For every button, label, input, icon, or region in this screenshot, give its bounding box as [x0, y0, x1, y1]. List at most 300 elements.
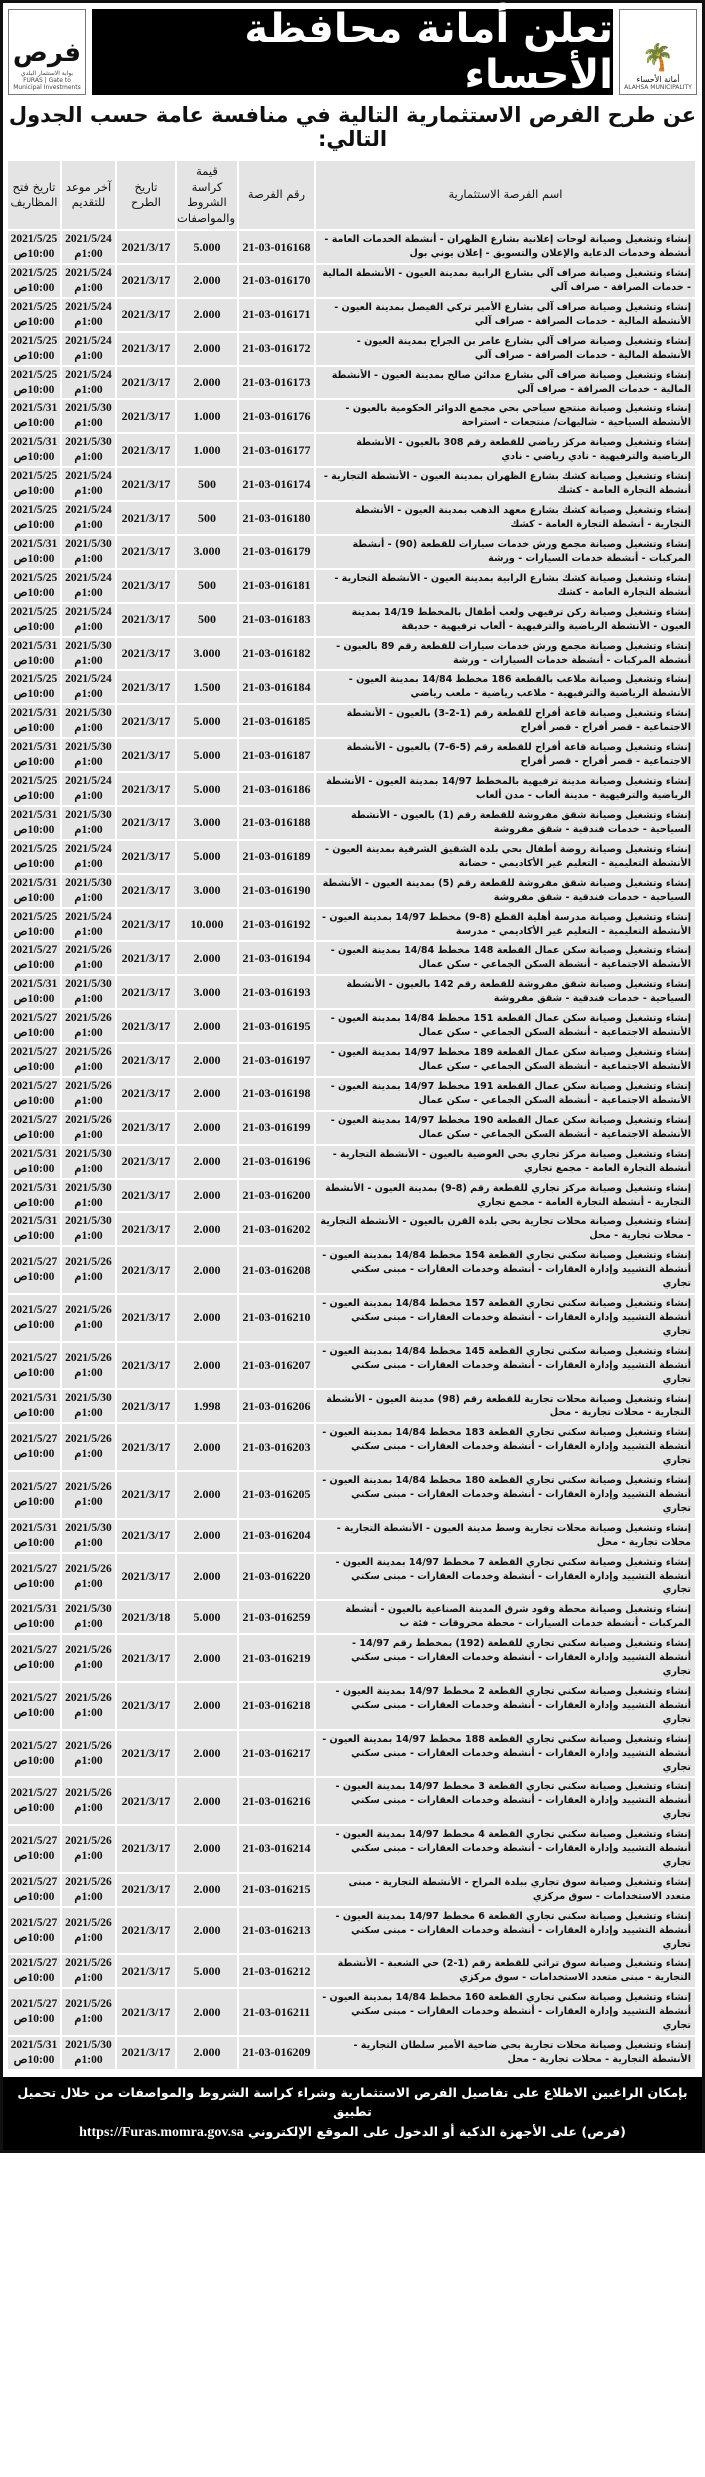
opportunity-id-text: 21-03-016204 — [242, 1528, 311, 1543]
submission-deadline — [61, 1179, 116, 1213]
submission-deadline-text: 1:00م — [74, 1162, 103, 1175]
opportunity-id — [238, 569, 315, 603]
opportunity-id-text: 21-03-016168 — [242, 239, 311, 254]
offer-date — [116, 1389, 176, 1423]
opportunity-id-text: 21-03-016182 — [242, 646, 311, 660]
booklet-fee-text: 2.000 — [193, 1841, 221, 1856]
booklet-fee-text: 5.000 — [193, 781, 221, 796]
offer-date-text: 2021/3/17 — [121, 1188, 171, 1202]
opportunity-name-text: إنشاء وتشغيل وصيانة محلات تجارية وسط مدينة العيون - الأنشطة التجارية - محلات تجارية - محل — [336, 1522, 691, 1548]
opportunity-id-text: 21-03-016183 — [242, 612, 311, 627]
opportunity-id — [238, 1873, 315, 1907]
submission-deadline — [61, 535, 116, 569]
envelope-opening — [7, 501, 61, 535]
offer-date — [116, 1212, 176, 1246]
envelope-opening-text: 10:00ص — [13, 485, 55, 498]
offer-date-text: 2021/3/18 — [121, 1609, 171, 1624]
envelope-opening-text: 10:00ص — [13, 2013, 55, 2026]
opportunity-id — [238, 1294, 315, 1342]
offer-date — [116, 1682, 176, 1730]
table-row — [7, 230, 696, 264]
envelope-opening-text: 2021/5/27 — [10, 1256, 58, 1269]
booklet-fee — [176, 603, 238, 637]
submission-deadline-text: 1:00م — [74, 1094, 103, 1107]
envelope-opening-text: 2021/5/31 — [10, 707, 58, 720]
booklet-fee — [176, 1179, 238, 1213]
submission-deadline — [61, 1777, 116, 1825]
submission-deadline-text: 2021/5/26 — [65, 1875, 112, 1888]
opportunity-name-text: إنشاء وتشغيل وصيانة سكني تجاري القطعة 188 مخطط 14/97 بمدينة العيون - أنشطة التشييد وإدارة العقارات - أنشطة وخدمات العقارات - مبنى سكني تجاري — [322, 1733, 691, 1773]
submission-deadline-text: 2021/5/24 — [65, 300, 112, 313]
envelope-opening-text: 10:00ص — [13, 925, 55, 938]
envelope-opening — [7, 366, 61, 400]
booklet-fee — [176, 704, 238, 738]
envelope-opening-text: 2021/5/27 — [10, 1787, 58, 1800]
opportunity-name — [315, 1009, 696, 1043]
offer-date — [116, 908, 176, 942]
offer-date-text: 2021/3/17 — [121, 612, 171, 627]
booklet-fee-text: 5.000 — [193, 849, 221, 864]
envelope-opening-text: 2021/5/31 — [10, 1392, 58, 1405]
opportunity-id — [238, 535, 315, 569]
envelope-opening — [7, 332, 61, 366]
opportunity-id — [238, 1389, 315, 1423]
submission-deadline-text: 2021/5/30 — [65, 808, 112, 821]
offer-date — [116, 1294, 176, 1342]
envelope-opening — [7, 264, 61, 298]
opportunity-id-text: 21-03-016176 — [242, 408, 311, 423]
table-row — [7, 738, 696, 772]
submission-deadline — [61, 332, 116, 366]
envelope-opening-text: 10:00ص — [13, 993, 55, 1006]
table-row — [7, 1873, 696, 1907]
envelope-opening-text: 10:00ص — [13, 349, 55, 362]
envelope-opening-text: 2021/5/31 — [10, 876, 58, 889]
table-row — [7, 298, 696, 332]
submission-deadline-text: 2021/5/24 — [65, 673, 112, 686]
opportunity-id — [238, 738, 315, 772]
booklet-fee — [176, 806, 238, 840]
submission-deadline-text: 2021/5/24 — [65, 842, 112, 855]
opportunity-name — [315, 433, 696, 467]
booklet-fee-text: 2.000 — [193, 273, 221, 288]
submission-deadline — [61, 772, 116, 806]
envelope-opening-text: 10:00ص — [13, 1890, 55, 1903]
offer-date-text: 2021/3/17 — [121, 950, 171, 965]
submission-deadline — [61, 1600, 116, 1634]
opportunity-id-text: 21-03-016180 — [242, 510, 311, 525]
envelope-opening — [7, 1077, 61, 1111]
opportunity-id-text: 21-03-016190 — [242, 883, 311, 898]
opportunity-name-text: إنشاء وتشغيل وصيانة مدينة ترفيهية بالمخطط 14/97 بمدينة العيون - الأنشطة الرياضية والترفيهية - مدينة ألعاب - مدن ألعاب — [326, 776, 691, 801]
opportunity-name-text: إنشاء وتشغيل وصيانة سكني تجاري القطعة 7 مخطط 14/97 بمدينة العيون - أنشطة التشييد وإدارة العقارات - أنشطة وخدمات العقارات - مبنى سكني تجاري — [335, 1556, 691, 1596]
submission-deadline-text: 2021/5/30 — [65, 1147, 112, 1160]
envelope-opening — [7, 298, 61, 332]
envelope-opening — [7, 1389, 61, 1423]
table-row — [7, 1988, 696, 2036]
opportunity-id-text: 21-03-016195 — [242, 1018, 311, 1033]
opportunity-id — [238, 467, 315, 501]
opportunity-name-text: إنشاء وتشغيل وصيانة لوحات إعلانية بشارع الظهران - أنشطة الخدمات العامة - أنشطة وخدمات الدعاية والإعلان والتسويق - إعلان يوني بول — [324, 234, 691, 259]
envelope-opening-text: 10:00ص — [13, 1407, 55, 1420]
submission-deadline-text: 2021/5/24 — [65, 233, 112, 246]
offer-date-text: 2021/3/17 — [121, 2004, 171, 2019]
submission-deadline-text: 1:00م — [74, 823, 103, 836]
offer-date-text: 2021/3/17 — [121, 1841, 171, 1856]
offer-date-text: 2021/3/17 — [121, 781, 171, 796]
offer-date — [116, 1423, 176, 1471]
booklet-fee-text: 3.000 — [193, 883, 221, 898]
offer-date — [116, 467, 176, 501]
opportunity-id — [238, 1342, 315, 1390]
submission-deadline-text: 2021/5/24 — [65, 504, 112, 517]
submission-deadline — [61, 1246, 116, 1294]
booklet-fee — [176, 670, 238, 704]
submission-deadline-text: 1:00م — [74, 1802, 103, 1815]
booklet-fee — [176, 1825, 238, 1873]
envelope-opening-text: 2021/5/27 — [10, 1875, 58, 1888]
table-row — [7, 772, 696, 806]
submission-deadline-text: 1:00م — [74, 959, 103, 972]
offer-date-text: 2021/3/17 — [121, 1528, 171, 1543]
opportunity-name — [315, 1111, 696, 1145]
footer-line-1: بإمكان الراغبين الاطلاع على تفاصيل الفرص الاستثمارية وشراء كراسة الشروط والمواصفات من خلال تحميل تطبيق — [17, 2084, 688, 2120]
furas-logo — [8, 9, 86, 95]
opportunity-id — [238, 603, 315, 637]
submission-deadline-text: 1:00م — [74, 1849, 103, 1862]
opportunity-name-text: إنشاء وتشغيل وصيانة مجمع ورش خدمات سيارات للقطعة رقم 89 بالعيون - أنشطة المركبات - أنشطة خدمات السيارات - ورشة — [336, 640, 691, 666]
booklet-fee-text: 2.000 — [193, 1439, 221, 1454]
offer-date-text: 2021/3/17 — [121, 1963, 171, 1978]
opportunity-id-text: 21-03-016192 — [242, 917, 311, 931]
booklet-fee-text: 2.000 — [193, 1569, 221, 1584]
offer-date-text: 2021/3/17 — [121, 1358, 171, 1373]
opportunity-name — [315, 975, 696, 1009]
submission-deadline-text: 1:00م — [74, 586, 103, 599]
opportunity-name-text: إنشاء وتشغيل وصيانة شقق مفروشة للقطعة رقم (5) بمدينة العيون - الأنشطة السياحية - خدمات فندقية - شقق مفروشة — [322, 877, 691, 903]
booklet-fee-text: 5.000 — [193, 1963, 221, 1978]
envelope-opening — [7, 1246, 61, 1294]
opportunity-name — [315, 1825, 696, 1873]
offer-date — [116, 1111, 176, 1145]
booklet-fee-text: 2.000 — [193, 1923, 221, 1938]
booklet-fee — [176, 1009, 238, 1043]
envelope-opening-text: 2021/5/27 — [10, 1046, 58, 1059]
booklet-fee-text: 2.000 — [193, 1650, 221, 1665]
opportunity-id-text: 21-03-016206 — [242, 1398, 311, 1413]
envelope-opening-text: 2021/5/25 — [10, 910, 58, 923]
booklet-fee — [176, 1873, 238, 1907]
opportunity-name-text: إنشاء وتشغيل وصيانة سكني تجاري القطعة 145 مخطط 14/84 بمدينة العيون - أنشطة التشييد وإدارة العقارات - أنشطة وخدمات العقارات - مبنى سكني تجاري — [322, 1345, 691, 1385]
submission-deadline — [61, 1907, 116, 1955]
envelope-opening-text: 10:00ص — [13, 891, 55, 904]
envelope-opening-text: 2021/5/25 — [10, 673, 58, 686]
opportunity-id — [238, 772, 315, 806]
booklet-fee-text: 3.000 — [193, 984, 221, 999]
envelope-opening — [7, 1777, 61, 1825]
submission-deadline-text: 2021/5/26 — [65, 1351, 112, 1364]
submission-deadline-text: 2021/5/30 — [65, 707, 112, 720]
offer-date-text: 2021/3/17 — [121, 1698, 171, 1713]
alahsa-municipality-logo — [619, 9, 697, 95]
offer-date — [116, 1600, 176, 1634]
municipality-name-en: ALAHSA MUNICIPALITY — [624, 84, 692, 91]
submission-deadline-text: 2021/5/26 — [65, 1433, 112, 1446]
submission-deadline-text: 2021/5/24 — [65, 266, 112, 279]
booklet-fee-text: 2.000 — [193, 1487, 221, 1502]
offer-date — [116, 399, 176, 433]
offer-date — [116, 1471, 176, 1519]
opportunity-id-text: 21-03-016171 — [242, 307, 311, 322]
table-row — [7, 806, 696, 840]
opportunity-id-text: 21-03-016205 — [242, 1487, 311, 1502]
table-row — [7, 603, 696, 637]
booklet-fee-text: 2.000 — [193, 1018, 221, 1033]
table-row — [7, 433, 696, 467]
envelope-opening-text: 2021/5/25 — [10, 571, 58, 584]
offer-date-text: 2021/3/17 — [121, 408, 171, 423]
opportunity-id — [238, 1423, 315, 1471]
submission-deadline-text: 2021/5/26 — [65, 1480, 112, 1493]
envelope-opening-text: 2021/5/27 — [10, 944, 58, 957]
envelope-opening-text: 2021/5/27 — [10, 1691, 58, 1704]
offer-date-text: 2021/3/17 — [121, 1052, 171, 1067]
envelope-opening-text: 10:00ص — [13, 1271, 55, 1284]
booklet-fee-text: 2.000 — [193, 1310, 221, 1325]
offer-date-text: 2021/3/17 — [121, 1018, 171, 1033]
submission-deadline — [61, 806, 116, 840]
offer-date-text: 2021/3/17 — [121, 1569, 171, 1584]
table-row — [7, 569, 696, 603]
booklet-fee-text: 2.000 — [193, 1746, 221, 1761]
submission-deadline-text: 1:00م — [74, 1659, 103, 1672]
opportunity-name-text: إنشاء وتشغيل وصيانة صراف آلي بشارع الرابية بمدينة العيون - الأنشطة المالية - خدمات الصرافة - صراف آلي — [322, 267, 691, 293]
submission-deadline-text: 1:00م — [74, 654, 103, 667]
table-row — [7, 1471, 696, 1519]
offer-date-text: 2021/3/17 — [121, 1398, 171, 1413]
opportunity-id — [238, 1730, 315, 1778]
opportunity-id-text: 21-03-016181 — [242, 578, 311, 593]
opportunity-id-text: 21-03-016213 — [242, 1923, 311, 1938]
envelope-opening-text: 10:00ص — [13, 1931, 55, 1944]
envelope-opening — [7, 637, 61, 671]
submission-deadline — [61, 1111, 116, 1145]
furas-tagline: بوابة الاستثمار البلدي — [20, 70, 74, 77]
opportunity-name — [315, 1682, 696, 1730]
opportunity-name — [315, 1246, 696, 1294]
booklet-fee-text: 2.000 — [193, 1120, 221, 1135]
offer-date — [116, 941, 176, 975]
table-row — [7, 467, 696, 501]
envelope-opening — [7, 772, 61, 806]
envelope-opening — [7, 1682, 61, 1730]
opportunity-name-text: إنشاء وتشغيل وصيانة مركز رياضي للقطعة رقم 308 بالعيون - الأنشطة الرياضية والترفيهية - نادي رياضي - نادي — [356, 437, 691, 463]
opportunity-name-text: إنشاء وتشغيل وصيانة سكني تجاري القطعة 2 مخطط 14/97 بمدينة العيون - أنشطة التشييد وإدارة العقارات - أنشطة وخدمات العقارات - مبنى سكني تجاري — [335, 1685, 691, 1725]
opportunity-name — [315, 501, 696, 535]
booklet-fee — [176, 264, 238, 298]
submission-deadline-text: 2021/5/30 — [65, 1603, 112, 1616]
submission-deadline-text: 2021/5/26 — [65, 1739, 112, 1752]
envelope-opening-text: 10:00ص — [13, 1972, 55, 1985]
opportunity-name — [315, 1043, 696, 1077]
submission-deadline-text: 1:00م — [74, 1407, 103, 1420]
envelope-opening — [7, 1825, 61, 1873]
opportunity-name — [315, 264, 696, 298]
booklet-fee — [176, 1777, 238, 1825]
booklet-fee-text: 2.000 — [193, 1086, 221, 1101]
table-row — [7, 1553, 696, 1601]
opportunity-name-text: إنشاء وتشغيل وصيانة روضة أطفال بحي بلدة الشقيق الشرقية بمدينة العيون - الأنشطة التعليمية - التعليم غير الأكاديمي - حضانة — [324, 843, 691, 869]
offer-date-text: 2021/3/17 — [121, 510, 171, 525]
offer-date-text: 2021/3/17 — [121, 1154, 171, 1169]
submission-deadline-text: 1:00م — [74, 2013, 103, 2026]
opportunity-name-text: إنشاء وتشغيل وصيانة شقق مفروشة للقطعة رقم 142 بالعيون - الأنشطة السياحية - خدمات فندقية - شقق مفروشة — [346, 979, 691, 1005]
opportunity-id — [238, 941, 315, 975]
offer-date — [116, 874, 176, 908]
opportunity-id — [238, 1553, 315, 1601]
submission-deadline — [61, 670, 116, 704]
submission-deadline-text: 2021/5/30 — [65, 1392, 112, 1405]
opportunity-name — [315, 1179, 696, 1213]
submission-deadline — [61, 1519, 116, 1553]
opportunity-name-text: إنشاء وتشغيل وصيانة محطة وقود شرق المدينة الصناعية بالعيون - أنشطة المركبات - أنشطة خدمات السيارات - محطة محروقات - فئة ب — [345, 1604, 691, 1630]
submission-deadline — [61, 1145, 116, 1179]
envelope-opening — [7, 467, 61, 501]
submission-deadline-text: 2021/5/26 — [65, 1916, 112, 1929]
opportunity-id-text: 21-03-016207 — [242, 1358, 311, 1373]
opportunity-name-text: إنشاء وتشغيل وصيانة محلات تجارية للقطعة رقم (98) مدينة العيون - الأنشطة التجارية - محلات تجارية - محل — [326, 1393, 691, 1419]
submission-deadline — [61, 1009, 116, 1043]
table-row — [7, 2036, 696, 2070]
table-row — [7, 366, 696, 400]
opportunity-name-text: إنشاء وتشغيل وصيانة سكني تجاري القطعة 154 مخطط 14/84 بمدينة العيون - أنشطة التشييد وإدارة العقارات - أنشطة وخدمات العقارات - مبنى سكني تجاري — [322, 1250, 691, 1290]
opportunity-name — [315, 1342, 696, 1390]
offer-date — [116, 1519, 176, 1553]
table-row — [7, 1342, 696, 1390]
offer-date-text: 2021/3/17 — [121, 442, 171, 457]
furas-website-link[interactable]: https://Furas.momra.gov.sa — [79, 2124, 244, 2140]
booklet-fee — [176, 1246, 238, 1294]
submission-deadline — [61, 433, 116, 467]
envelope-opening — [7, 1553, 61, 1601]
opportunity-name-text: إنشاء وتشغيل وصيانة قاعة أفراح للقطعة رقم (5-6-7) بالعيون - الأنشطة الاجتماعية - قصر أفراح - قصر أفراح — [346, 742, 691, 768]
envelope-opening-text: 10:00ص — [13, 1162, 55, 1175]
envelope-opening-text: 2021/5/27 — [10, 1998, 58, 2011]
offer-date — [116, 738, 176, 772]
opportunity-name-text: إنشاء وتشغيل وصيانة سكني تجاري للقطعة (192) بمخطط رقم 14/97 - أنشطة التشييد وإدارة العقارات - أنشطة وخدمات العقارات - مبنى سكني تجاري — [351, 1638, 691, 1678]
table-row — [7, 1077, 696, 1111]
envelope-opening-text: 2021/5/27 — [10, 1562, 58, 1575]
submission-deadline-text: 1:00م — [74, 451, 103, 464]
opportunity-name-text: إنشاء وتشغيل وصيانة سكن عمال القطعة 191 مخطط 14/97 بمدينة العيون - الأنشطة الاجتماعية - أنشطة السكن الجماعي - سكن عمال — [330, 1080, 691, 1106]
envelope-opening-text: 2021/5/27 — [10, 1303, 58, 1316]
envelope-opening-text: 2021/5/25 — [10, 266, 58, 279]
table-row — [7, 670, 696, 704]
booklet-fee-text: 2.000 — [193, 1528, 221, 1543]
offer-date — [116, 298, 176, 332]
envelope-opening — [7, 535, 61, 569]
envelope-opening-text: 2021/5/31 — [10, 1147, 58, 1160]
opportunity-name-text: إنشاء وتشغيل وصيانة ملاعب بالقطعة 186 مخطط 14/84 بمدينة العيون - الأنشطة الرياضية والترفيهية - ملاعب رياضية - ملعب رياضي — [348, 674, 691, 700]
submission-deadline-text: 2021/5/26 — [65, 1998, 112, 2011]
offer-date-text: 2021/3/17 — [121, 917, 171, 931]
submission-deadline-text: 1:00م — [74, 1271, 103, 1284]
opportunity-name — [315, 874, 696, 908]
submission-deadline-text: 2021/5/26 — [65, 1644, 112, 1657]
offer-date-text: 2021/3/17 — [121, 1650, 171, 1665]
submission-deadline — [61, 2036, 116, 2070]
offer-date — [116, 1077, 176, 1111]
envelope-opening-text: 10:00ص — [13, 1577, 55, 1590]
opportunity-id-text: 21-03-016217 — [242, 1746, 311, 1761]
envelope-opening — [7, 806, 61, 840]
offer-date — [116, 1873, 176, 1907]
booklet-fee-text: 1.500 — [193, 679, 221, 694]
opportunity-id — [238, 1777, 315, 1825]
opportunity-id — [238, 1111, 315, 1145]
opportunity-id — [238, 1907, 315, 1955]
envelope-opening-text: 10:00ص — [13, 959, 55, 972]
opportunity-name-text: إنشاء وتشغيل وصيانة صراف آلي بشارع عامر بن الجراح بمدينة العيون - الأنشطة المالية - خدمات الصرافة - صراف آلي — [356, 335, 691, 361]
envelope-opening-text: 2021/5/31 — [10, 1215, 58, 1228]
envelope-opening-text: 2021/5/31 — [10, 978, 58, 991]
booklet-fee — [176, 230, 238, 264]
table-row — [7, 535, 696, 569]
booklet-fee-text: 3.000 — [193, 544, 221, 559]
submission-deadline-text: 2021/5/24 — [65, 571, 112, 584]
envelope-opening-text: 10:00ص — [13, 1094, 55, 1107]
offer-date — [116, 332, 176, 366]
booklet-fee — [176, 637, 238, 671]
booklet-fee — [176, 1553, 238, 1601]
envelope-opening-text: 10:00ص — [13, 1495, 55, 1508]
table-row — [7, 1907, 696, 1955]
offer-date — [116, 230, 176, 264]
opportunity-name-text: إنشاء وتشغيل وصيانة كشك بشارع الظهران بمدينة العيون - الأنشطة التجارية - أنشطة التجارة العامة - كشك — [323, 471, 691, 497]
opportunity-id — [238, 2036, 315, 2070]
submission-deadline-text: 2021/5/30 — [65, 1181, 112, 1194]
submission-deadline-text: 1:00م — [74, 315, 103, 328]
envelope-opening — [7, 1294, 61, 1342]
booklet-fee — [176, 772, 238, 806]
opportunity-id — [238, 433, 315, 467]
table-row — [7, 1009, 696, 1043]
submission-deadline — [61, 366, 116, 400]
offer-date-text: 2021/3/17 — [121, 713, 171, 728]
envelope-opening-text: 10:00ص — [13, 756, 55, 769]
opportunity-name — [315, 1777, 696, 1825]
opportunity-id-text: 21-03-016214 — [242, 1841, 311, 1856]
submission-deadline-text: 2021/5/26 — [65, 1691, 112, 1704]
booklet-fee — [176, 1954, 238, 1988]
booklet-fee-text: 2.000 — [193, 1358, 221, 1373]
offer-date-text: 2021/3/17 — [121, 646, 171, 660]
header — [3, 3, 702, 97]
opportunity-name — [315, 1212, 696, 1246]
envelope-opening-text: 10:00ص — [13, 586, 55, 599]
table-row — [7, 1634, 696, 1682]
opportunity-id — [238, 366, 315, 400]
envelope-opening — [7, 399, 61, 433]
envelope-opening-text: 2021/5/31 — [10, 402, 58, 415]
opportunity-id — [238, 332, 315, 366]
offer-date-text: 2021/3/17 — [121, 341, 171, 356]
envelope-opening-text: 10:00ص — [13, 1448, 55, 1461]
offer-date-text: 2021/3/17 — [121, 1487, 171, 1502]
opportunity-id-text: 21-03-016170 — [242, 273, 311, 288]
furas-logo-text: فرص — [12, 38, 82, 68]
booklet-fee — [176, 298, 238, 332]
